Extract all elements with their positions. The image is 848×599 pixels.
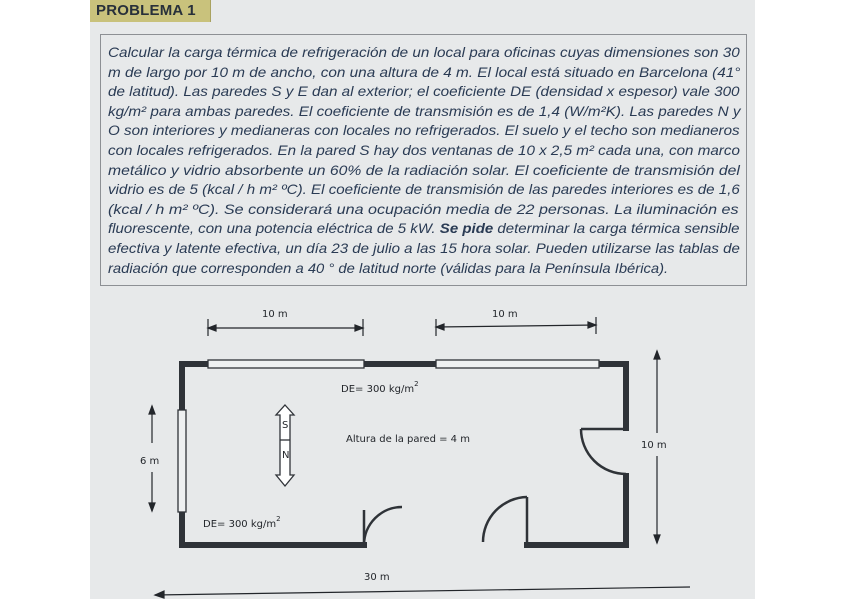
- compass-north-label: N: [282, 450, 290, 461]
- window-dimension-1: [208, 319, 363, 336]
- door-north: [364, 497, 527, 545]
- problem-title: PROBLEMA 1: [96, 2, 196, 19]
- wall-west-de-label: DE= 300 $kg/m^2$: [203, 515, 281, 530]
- height-dimension-left-label: 6 m: [140, 456, 160, 467]
- problem-line: m de largo por 10 m de ancho, con una altura de 4 m. El local está situado en Barcelona (41°: [108, 63, 741, 80]
- problem-line: vidrio es de 5 (kcal / h m² ºC). El coeficiente de transmisión de las paredes interiores es de 1,6: [108, 181, 740, 198]
- compass-south-label: S: [282, 420, 289, 431]
- problem-line: de latitud). Las paredes S y E dan al exterior; el coeficiente DE (densidad x espesor) vale 300: [108, 83, 740, 100]
- window-dimension-2-label: 10 m: [492, 309, 518, 320]
- length-dimension: [155, 587, 690, 598]
- problem-line: radiación que corresponden a 40 ° de latitud norte (válidas para la Península Ibérica).: [108, 259, 669, 276]
- window-south-1: [208, 360, 364, 368]
- problem-line: O son interiores y medianeras con locales no refrigerados. El suelo y el techo son medianeros: [108, 122, 740, 139]
- door-east: [581, 429, 626, 474]
- window-west: [178, 410, 186, 512]
- window-south-2: [436, 360, 599, 368]
- problem-line: efectiva y latente efectiva, un día 23 de julio a las 15 hora solar. Pueden utilizarse las tablas de: [108, 240, 740, 256]
- problem-line: Calcular la carga térmica de refrigeración de un local para oficinas cuyas dimensiones son 30: [108, 44, 740, 60]
- window-dimension-1-label: 10 m: [262, 309, 288, 320]
- wall-south-de-label: DE= 300 $kg/m^2$: [341, 380, 419, 395]
- length-dimension-label: 30 m: [364, 572, 390, 583]
- wall-height-label: Altura de la pared = 4 m: [346, 434, 470, 445]
- problem-line: metálico y vidrio absorbente un 60% de la radiación solar. El coeficiente de transmisión del: [108, 161, 740, 178]
- compass-icon: [276, 405, 294, 486]
- problem-line: con locales refrigerados. En la pared S hay dos ventanas de 10 x 2,5 m² cada una, con marco: [108, 142, 740, 158]
- problem-line: (kcal / h m² ºC). Se considerará una ocupación media de 22 personas. La iluminación es: [108, 200, 739, 217]
- problem-line: kg/m² para ambas paredes. El coeficiente de transmisión es de 1,4 (W/m²K). Las paredes N y: [108, 102, 741, 119]
- height-dimension-right-label: 10 m: [641, 440, 667, 451]
- problem-line: fluorescente, con una potencia eléctrica de 5 kW. Se pide determinar la carga térmica sensible: [108, 220, 740, 237]
